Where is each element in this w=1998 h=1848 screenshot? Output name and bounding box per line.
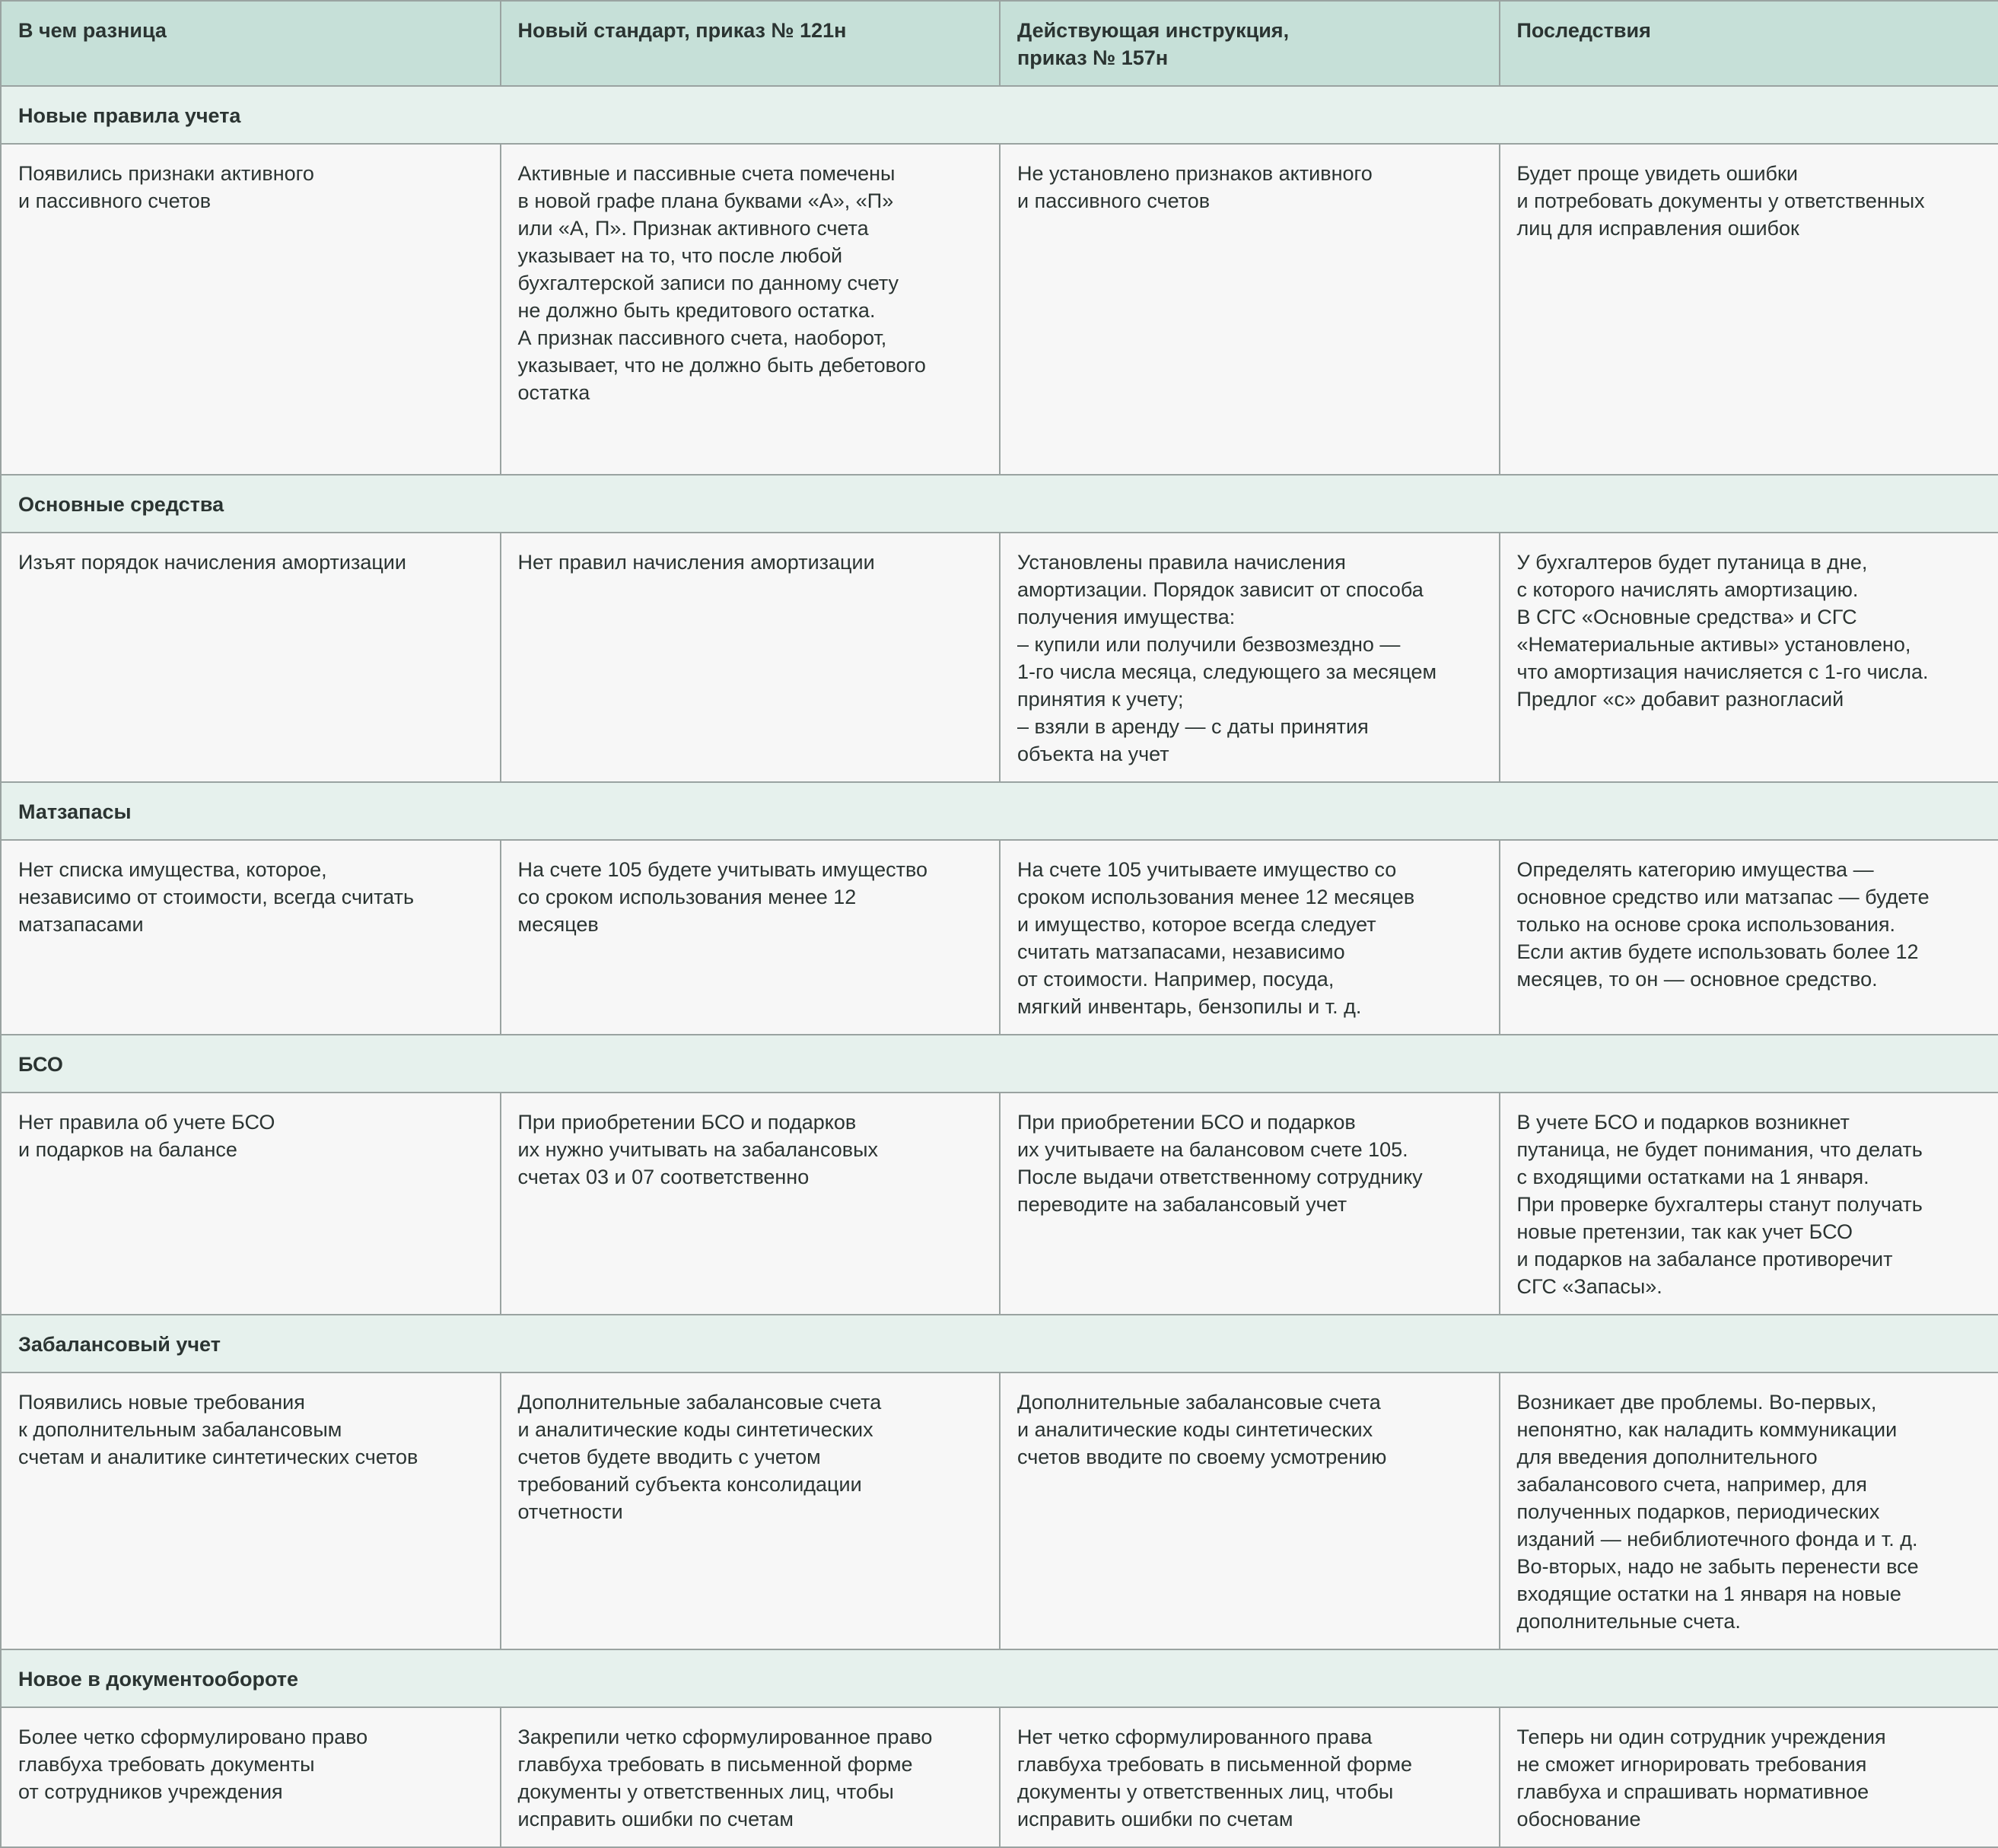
cell-difference: Изъят порядок начисления амортизации xyxy=(1,533,501,782)
cell-new-standard: Активные и пассивные счета помечены в новой графе плана буквами «А», «П» или «А, П». Признак активного счета указывает на то, что после любой бухгалтерской записи по данному счету не должно быть кредитового остатка. А признак пассивного счета, наоборот, указывает, что не должно быть дебетового остатка xyxy=(501,144,1001,475)
cell-current-instruction: Установлены правила начисления амортизации. Порядок зависит от способа получения имущества: – купили или получили безвозмездно — 1-го числа месяца, следующего за месяцем принятия к учету; – взяли в аренду — с даты принятия объекта на учет xyxy=(1000,533,1500,782)
table-row xyxy=(1,1093,1998,1315)
section-title: Основные средства xyxy=(1,475,1998,533)
cell-current-instruction: При приобретении БСО и подарков их учитываете на балансовом счете 105. После выдачи ответственному сотруднику переводите на забалансовый учет xyxy=(1000,1093,1500,1315)
cell-consequences: Определять категорию имущества — основное средство или матзапас — будете только на основе срока использования. Если актив будете использовать более 12 месяцев, то он — основное средство. xyxy=(1500,840,1998,1035)
table-row xyxy=(1,840,1998,1035)
cell-consequences: У бухгалтеров будет путаница в дне, с которого начислять амортизацию. В СГС «Основные средства» и СГС «Нематериальные активы» установлено, что амортизация начисляется с 1-го числа. Предлог «с» добавит разногласий xyxy=(1500,533,1998,782)
cell-difference: Появились признаки активного и пассивного счетов xyxy=(1,144,501,475)
section-row xyxy=(1,475,1998,533)
section-row xyxy=(1,1035,1998,1093)
header-row xyxy=(1,1,1998,86)
cell-current-instruction: Нет четко сформулированного права главбуха требовать в письменной форме документы у ответственных лиц, чтобы исправить ошибки по счетам xyxy=(1000,1707,1500,1847)
section-title: Новое в документообороте xyxy=(1,1649,1998,1707)
cell-consequences: В учете БСО и подарков возникнет путаница, не будет понимания, что делать с входящими остатками на 1 января. При проверке бухгалтеры станут получать новые претензии, так как учет БСО и подарков на забалансе противоречит СГС «Запасы». xyxy=(1500,1093,1998,1315)
cell-new-standard: Дополнительные забалансовые счета и аналитические коды синтетических счетов будете вводить с учетом требований субъекта консолидации отчетности xyxy=(501,1372,1001,1649)
section-title: Матзапасы xyxy=(1,782,1998,840)
cell-difference: Нет правила об учете БСО и подарков на балансе xyxy=(1,1093,501,1315)
cell-difference: Появились новые требования к дополнительным забалансовым счетам и аналитике синтетических счетов xyxy=(1,1372,501,1649)
cell-difference: Нет списка имущества, которое, независимо от стоимости, всегда считать матзапасами xyxy=(1,840,501,1035)
cell-consequences: Теперь ни один сотрудник учреждения не сможет игнорировать требования главбуха и спрашивать нормативное обоснование xyxy=(1500,1707,1998,1847)
table-row xyxy=(1,533,1998,782)
section-row xyxy=(1,1315,1998,1372)
cell-current-instruction: Дополнительные забалансовые счета и аналитические коды синтетических счетов вводите по своему усмотрению xyxy=(1000,1372,1500,1649)
cell-new-standard: На счете 105 будете учитывать имущество со сроком использования менее 12 месяцев xyxy=(501,840,1001,1035)
section-title: Новые правила учета xyxy=(1,86,1998,144)
section-row xyxy=(1,782,1998,840)
cell-current-instruction: Не установлено признаков активного и пассивного счетов xyxy=(1000,144,1500,475)
section-title: Забалансовый учет xyxy=(1,1315,1998,1372)
table-row xyxy=(1,144,1998,475)
cell-difference: Более четко сформулировано право главбуха требовать документы от сотрудников учреждения xyxy=(1,1707,501,1847)
table-body xyxy=(1,86,1998,1847)
header-current-instruction: Действующая инструкция, приказ № 157н xyxy=(1000,1,1500,86)
cell-current-instruction: На счете 105 учитываете имущество со сроком использования менее 12 месяцев и имущество, которое всегда следует считать матзапасами, независимо от стоимости. Например, посуда, мягкий инвентарь, бензопилы и т. д. xyxy=(1000,840,1500,1035)
header-consequences: Последствия xyxy=(1500,1,1998,86)
header-new-standard: Новый стандарт, приказ № 121н xyxy=(501,1,1001,86)
table-header xyxy=(1,1,1998,86)
cell-new-standard: При приобретении БСО и подарков их нужно учитывать на забалансовых счетах 03 и 07 соответственно xyxy=(501,1093,1001,1315)
table-row xyxy=(1,1707,1998,1847)
section-row xyxy=(1,86,1998,144)
header-difference: В чем разница xyxy=(1,1,501,86)
section-title: БСО xyxy=(1,1035,1998,1093)
cell-consequences: Будет проще увидеть ошибки и потребовать документы у ответственных лиц для исправления ошибок xyxy=(1500,144,1998,475)
cell-new-standard: Нет правил начисления амортизации xyxy=(501,533,1001,782)
table-row xyxy=(1,1372,1998,1649)
cell-consequences: Возникает две проблемы. Во-первых, непонятно, как наладить коммуникации для введения дополнительного забалансового счета, например, для полученных подарков, периодических изданий — небиблиотечного фонда и т. д. Во-вторых, надо не забыть перенести все входящие остатки на 1 января на новые дополнительные счета. xyxy=(1500,1372,1998,1649)
section-row xyxy=(1,1649,1998,1707)
cell-new-standard: Закрепили четко сформулированное право главбуха требовать в письменной форме документы у ответственных лиц, чтобы исправить ошибки по счетам xyxy=(501,1707,1001,1847)
